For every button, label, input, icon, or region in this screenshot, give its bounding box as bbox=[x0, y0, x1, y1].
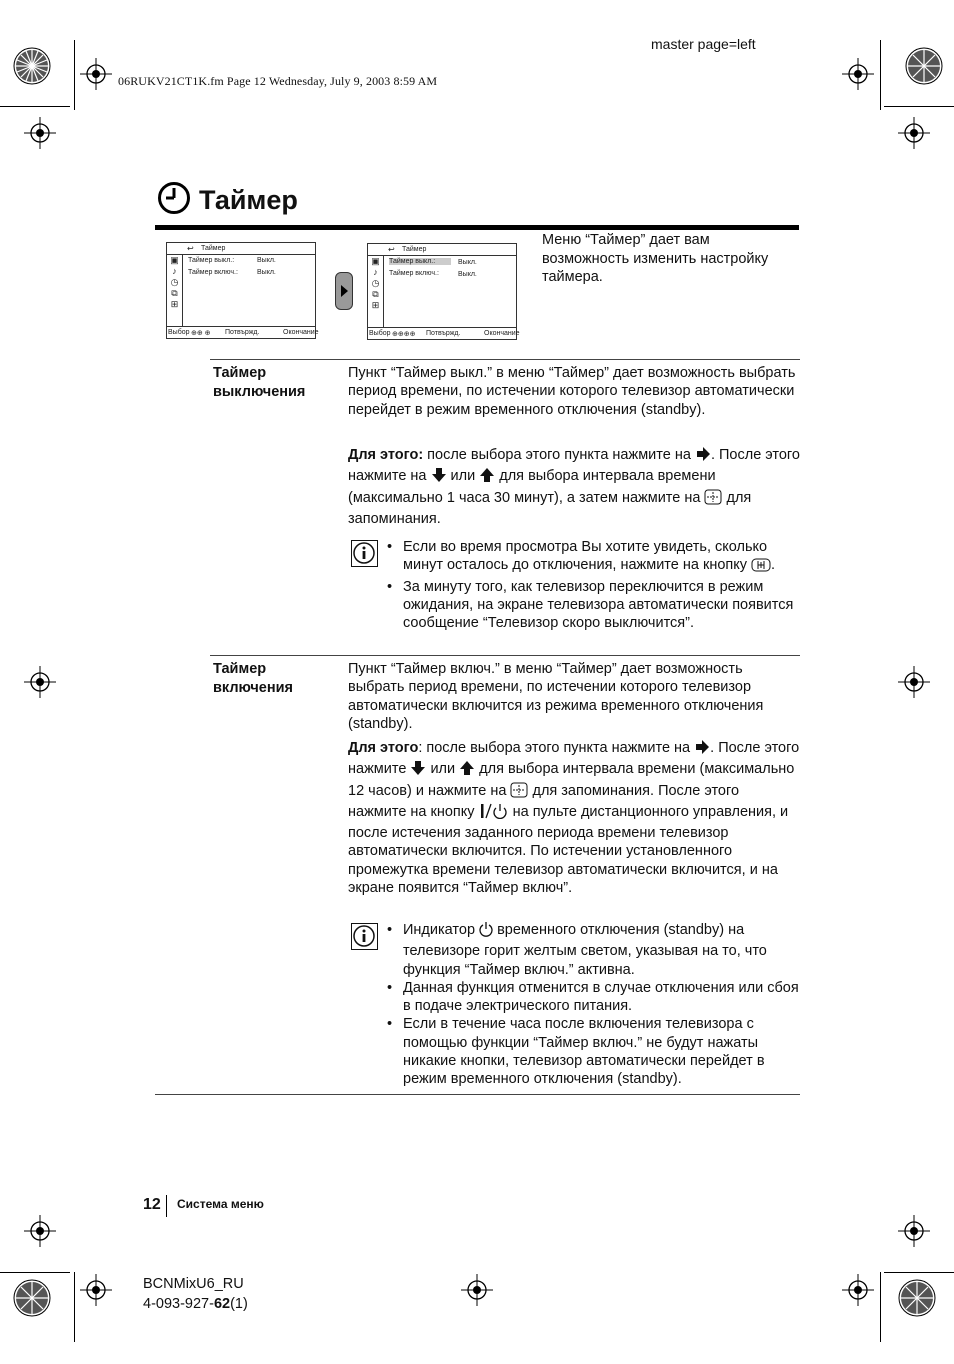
title-rule bbox=[155, 225, 799, 230]
instruction-text: для выбора интервала времени (максимально 12 часов) и нажмите на bbox=[348, 761, 795, 799]
footer-close: Окончание bbox=[283, 329, 319, 336]
crosshair-mark bbox=[24, 117, 56, 149]
crop-line bbox=[884, 106, 954, 107]
clock-icon bbox=[157, 181, 191, 220]
standby-icon bbox=[479, 921, 493, 942]
arrow-up-icon bbox=[479, 467, 495, 488]
crosshair-mark bbox=[80, 1274, 112, 1306]
page-number-divider bbox=[166, 1195, 167, 1217]
footer-select: Выбор bbox=[369, 330, 391, 337]
page-title-text: Таймер bbox=[199, 185, 298, 215]
note-item: • За минуту того, как телевизор переключится в режим ожидания, на экране телевизора автоматически появится сообщение “Телевизор скоро выключится”. bbox=[387, 578, 801, 633]
menu-row-timer-off-selected: Таймер выкл.: bbox=[389, 258, 451, 265]
menu-row-timer-on-value: Выкл. bbox=[458, 271, 477, 278]
crop-line bbox=[884, 1272, 954, 1273]
timer-on-notes bbox=[387, 921, 801, 1089]
footer-select: Выбор bbox=[168, 329, 190, 336]
section-end-rule bbox=[155, 1094, 800, 1095]
crosshair-mark bbox=[24, 666, 56, 698]
screen-icon-column bbox=[368, 256, 384, 327]
crop-line bbox=[74, 1272, 75, 1342]
crop-line bbox=[74, 40, 75, 110]
intro-text: Меню “Таймер” дает вам возможность изменить настройку таймера. bbox=[542, 232, 769, 285]
crosshair-mark bbox=[898, 666, 930, 698]
crosshair-mark bbox=[24, 1215, 56, 1247]
registration-mark-top-left bbox=[8, 42, 56, 90]
instruction-text: для запоминания. После этого нажмите на кнопку bbox=[348, 782, 740, 820]
instruction-text: или bbox=[446, 468, 480, 485]
instruction-text: или bbox=[426, 761, 460, 778]
menu-screen-2 bbox=[367, 243, 520, 340]
section-label-line: Таймер bbox=[213, 661, 267, 677]
arrow-down-icon bbox=[431, 467, 447, 488]
doc-code-line1: BCNMixU6_RU bbox=[143, 1276, 244, 1292]
instruction-text: для запоминания. bbox=[348, 489, 752, 527]
preset-icon: ⧉ bbox=[171, 288, 178, 298]
instruction-text: на пульте дистанционного управления, и после истечения заданного периода времени телевизор автоматически включится. По истечении установленного промежутка времени телевизор автоматически включится, и на экране появится “Таймер включ”. bbox=[348, 803, 789, 897]
crosshair-mark bbox=[461, 1274, 493, 1306]
return-icon: ↩ bbox=[187, 244, 194, 253]
timer-off-instructions bbox=[348, 446, 800, 528]
note-item bbox=[387, 538, 801, 578]
menu-row-timer-on: Таймер включ.: bbox=[389, 270, 439, 277]
section-label-line: включения bbox=[213, 679, 294, 696]
arrow-up-icon bbox=[459, 760, 475, 781]
note-item bbox=[387, 921, 801, 979]
doc-code-bold: 62 bbox=[213, 1296, 231, 1312]
registration-mark-bottom-left bbox=[8, 1274, 56, 1322]
page-title bbox=[157, 181, 298, 220]
page-number: 12 bbox=[143, 1196, 161, 1213]
picture-icon: ▣ bbox=[371, 256, 380, 266]
arrow-right-icon bbox=[694, 739, 710, 760]
menu-row-timer-on-value: Выкл. bbox=[257, 269, 276, 276]
timer-on-description: Пункт “Таймер включ.” в меню “Таймер” дает возможность выбрать период времени, по истечении которого телевизор автоматически включится из режима временного отключения (standby). bbox=[348, 661, 764, 732]
doc-code-part: 4-093-927- bbox=[143, 1296, 214, 1312]
crop-line bbox=[0, 1272, 70, 1273]
setup-icon: ⊞ bbox=[371, 300, 380, 310]
crosshair-mark bbox=[898, 117, 930, 149]
ok-button-icon bbox=[704, 489, 722, 510]
doc-code-part: (1) bbox=[230, 1296, 248, 1312]
section-label-timer-on bbox=[213, 660, 338, 697]
section-label-line: выключения bbox=[213, 383, 306, 400]
instruction-text: . После этого нажмите bbox=[348, 740, 800, 778]
timer-off-description: Пункт “Таймер выкл.” в меню “Таймер” дает возможность выбрать период времени, по истечении которого телевизор автоматически перейдет в режим временного отключения (standby). bbox=[348, 365, 796, 418]
crop-line bbox=[0, 106, 70, 107]
info-icon bbox=[351, 923, 378, 950]
next-screen-arrow bbox=[335, 272, 353, 310]
section-name: Система меню bbox=[177, 1197, 264, 1211]
picture-icon: ▣ bbox=[170, 255, 179, 265]
footer-confirm: Потвържд. bbox=[426, 330, 461, 337]
crop-line bbox=[880, 1272, 881, 1342]
section-divider bbox=[210, 359, 800, 360]
menu-row-timer-off-value: Выкл. bbox=[257, 257, 276, 264]
screen-title: Таймер bbox=[402, 246, 427, 253]
note-text: . bbox=[771, 557, 776, 574]
menu-row-timer-off-value: Выкл. bbox=[458, 259, 477, 266]
nav-buttons-icon: ⊕⊕ ⊕ bbox=[191, 330, 211, 337]
note-text: Индикатор bbox=[403, 922, 480, 938]
screen-header bbox=[167, 243, 315, 255]
section-label-line: Таймер bbox=[213, 365, 267, 381]
timer-off-notes bbox=[387, 538, 801, 632]
instruction-text: для выбора интервала времени (максимально 1 часа 30 минут), а затем нажмите на bbox=[348, 468, 716, 506]
note-text: временного отключения (standby) на телевизоре горит желтым светом, указывая на то, что функция “Таймер включ.” активна. bbox=[403, 922, 767, 978]
menu-row-timer-on: Таймер включ.: bbox=[188, 269, 238, 276]
ok-button-icon bbox=[510, 782, 528, 803]
file-info-header: 06RUKV21CT1K.fm Page 12 Wednesday, July 9, 2003 8:59 AM bbox=[118, 74, 438, 88]
instruction-text: : после выбора этого пункта нажмите на bbox=[418, 740, 695, 756]
crosshair-mark bbox=[80, 58, 112, 90]
note-text: Если во время просмотра Вы хотите увидеть, сколько минут осталось до отключения, нажмите на кнопку bbox=[403, 539, 768, 574]
note-item: • Данная функция отменится в случае отключения или сбоя в подаче электрического питания. bbox=[387, 979, 801, 1016]
registration-mark-bottom-right bbox=[893, 1274, 941, 1322]
screen-header bbox=[368, 244, 516, 256]
arrow-right-icon bbox=[695, 446, 711, 467]
instruction-lead: Для этого bbox=[348, 740, 419, 756]
power-button-icon bbox=[479, 803, 509, 824]
arrow-down-icon bbox=[410, 760, 426, 781]
instruction-text: после выбора этого пункта нажмите на bbox=[423, 447, 695, 463]
menu-row-timer-off: Таймер выкл.: bbox=[188, 257, 235, 264]
footer-confirm: Потвържд. bbox=[225, 329, 260, 336]
screen-footer bbox=[368, 327, 520, 339]
preset-icon: ⧉ bbox=[372, 289, 379, 299]
section-label-timer-off bbox=[213, 364, 338, 401]
crosshair-mark bbox=[898, 1215, 930, 1247]
timer-on-instructions bbox=[348, 739, 800, 897]
sound-icon: ♪ bbox=[373, 267, 378, 277]
timer-icon: ◷ bbox=[170, 277, 179, 287]
screen-footer bbox=[167, 326, 319, 338]
crosshair-mark bbox=[842, 58, 874, 90]
footer-close: Окончание bbox=[484, 330, 520, 337]
registration-mark-top-right bbox=[900, 42, 948, 90]
info-icon bbox=[351, 540, 378, 567]
note-item: • Если в течение часа после включения телевизора с помощью функции “Таймер включ.” не будут нажаты никакие кнопки, телевизор автоматически перейдет в режим временного отключения (standby). bbox=[387, 1015, 801, 1088]
crosshair-mark bbox=[842, 1274, 874, 1306]
instruction-lead: Для этого: bbox=[348, 447, 424, 463]
master-page-label: master page=left bbox=[651, 36, 756, 52]
section-divider bbox=[210, 655, 800, 656]
menu-screen-1 bbox=[166, 242, 319, 339]
nav-buttons-icon: ⊕⊕⊕⊕ bbox=[392, 331, 416, 338]
display-button-icon bbox=[751, 558, 771, 577]
return-icon: ↩ bbox=[388, 245, 395, 254]
setup-icon: ⊞ bbox=[170, 299, 179, 309]
instruction-text: . После этого нажмите на bbox=[348, 447, 800, 485]
screen-icon-column bbox=[167, 255, 183, 326]
crop-line bbox=[880, 40, 881, 110]
doc-code-line2 bbox=[143, 1296, 248, 1312]
screen-title: Таймер bbox=[201, 245, 226, 252]
timer-icon: ◷ bbox=[371, 278, 380, 288]
sound-icon: ♪ bbox=[172, 266, 177, 276]
